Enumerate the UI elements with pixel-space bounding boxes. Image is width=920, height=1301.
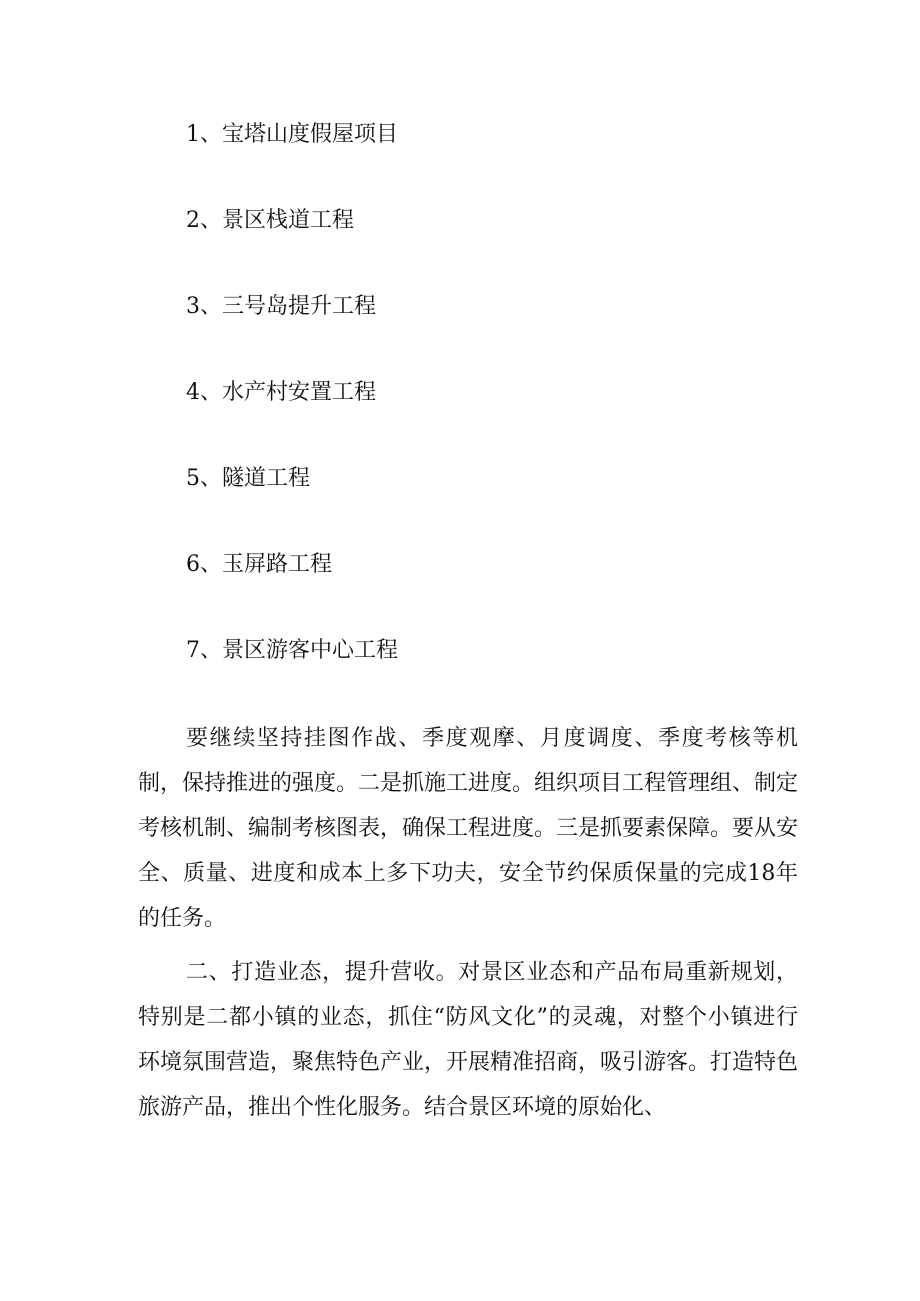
body-paragraph: 要继续坚持挂图作战、季度观摩、月度调度、季度考核等机制，保持推进的强度。二是抓施工进度。组织项目工程管理组、制定考核机制、编制考核图表，确保工程进度。三是抓要素保障。要从安全、质量、进度和成本上多下功夫，安全节约保质保量的完成18年的任务。 [138,726,799,931]
list-item: 6、玉屏路工程 [186,552,332,577]
list-item: 1、宝塔山度假屋项目 [186,122,398,147]
body-paragraph: 二、打造业态，提升营收。对景区业态和产品布局重新规划，特别是二都小镇的业态，抓住“防风文化”的灵魂，对整个小镇进行环境氛围营造，聚焦特色产业，开展精准招商，吸引游客。打造特色旅游产品，推出个性化服务。结合景区环境的原始化、 [138,960,799,1120]
list-item: 7、景区游客中心工程 [186,638,398,663]
list-item: 2、景区栈道工程 [186,208,354,233]
list-item: 3、三号岛提升工程 [186,294,376,319]
list-item: 4、水产村安置工程 [186,380,376,405]
project-list [186,118,398,720]
list-item: 5、隧道工程 [186,466,310,491]
